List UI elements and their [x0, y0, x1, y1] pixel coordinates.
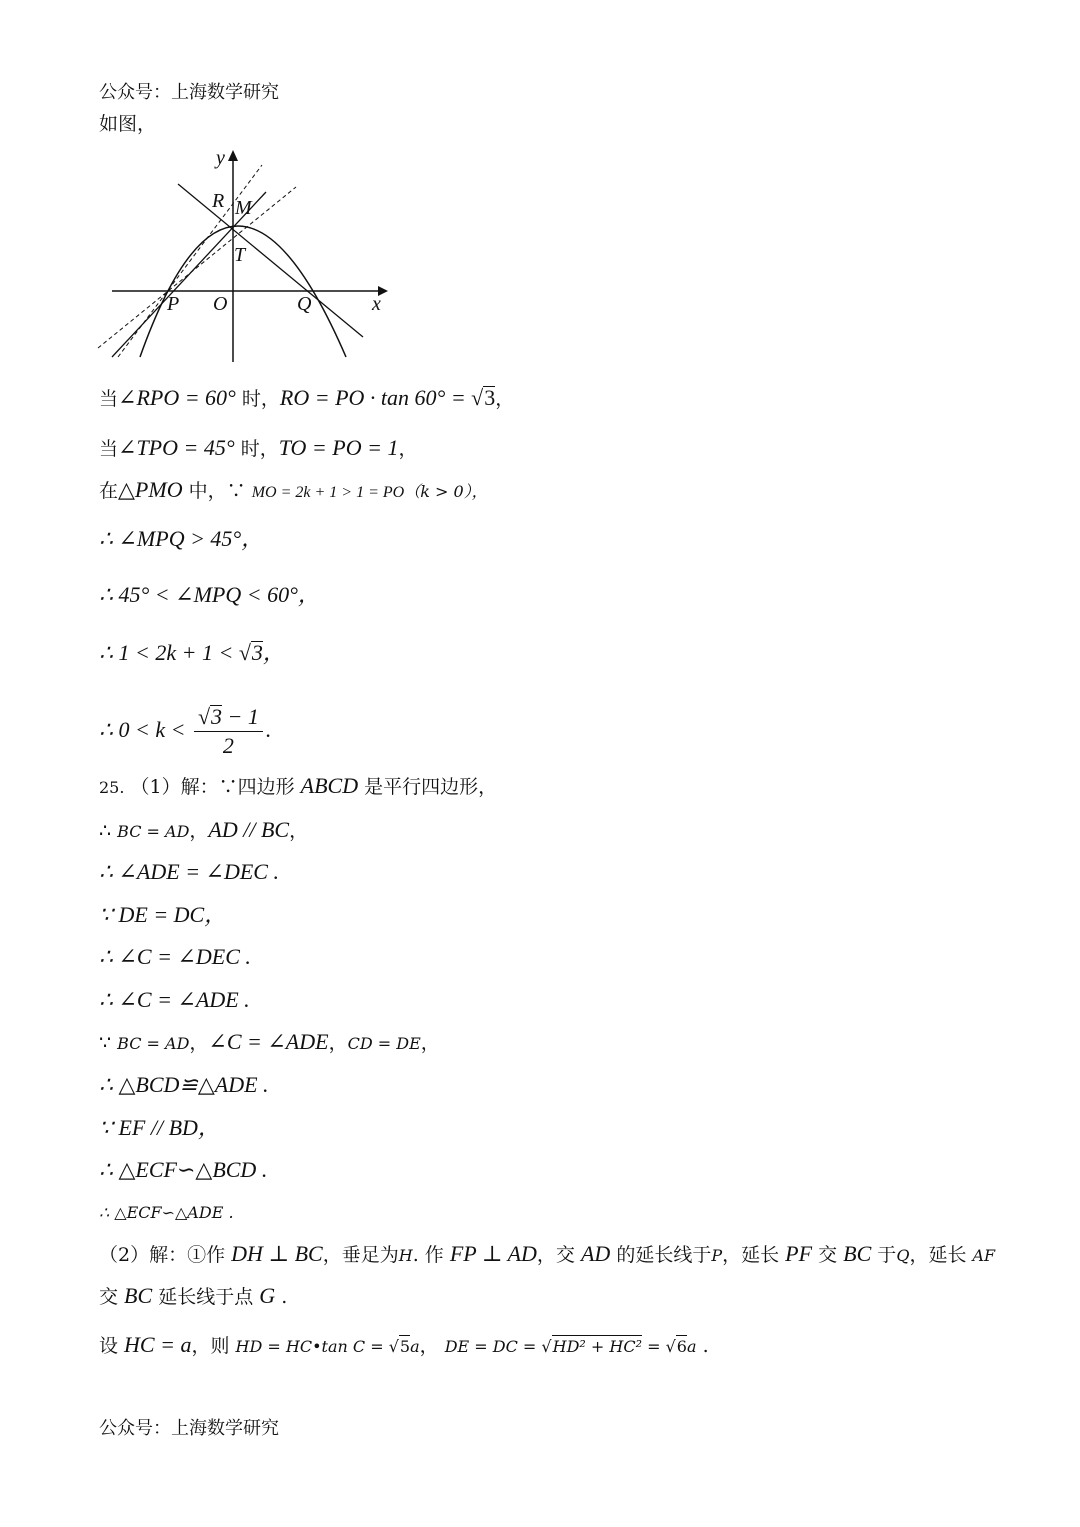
q25-part2-construction: （2）解：①作 DH ⊥ BC，垂足为H. 作 FP ⊥ AD，交 AD 的延长线于P，延长 PF 交 BC 于Q，延长 AF: [99, 1241, 996, 1266]
step-k-range: ∴ 0 < k < $\frac{√3 - 1}{2}$ .: [99, 704, 272, 759]
proof-line-ef-bd: ∵ EF // BD，: [99, 1115, 220, 1140]
label-M: M: [235, 197, 252, 219]
header-watermark-bottom: 公众号：上海数学研究: [99, 1418, 279, 1439]
q25-part2-let-hc: 设 HC = a，则 HD = HC•tan C = √5a， DE = DC = √HD² + HC² = √6a .: [99, 1332, 709, 1357]
proof-line-bc-ad: ∴ BC = AD，AD // BC，: [99, 817, 309, 842]
proof-line-ade-dec: ∴ ∠ADE = ∠DEC .: [99, 859, 279, 884]
label-P: P: [167, 293, 180, 315]
label-O: O: [213, 293, 228, 315]
step-mpq-range: ∴ 45° < ∠MPQ < 60°，: [99, 582, 320, 607]
proof-line-ecf-bcd: ∴ △ECF∽△BCD .: [99, 1157, 268, 1182]
label-R: R: [212, 190, 225, 212]
step-tpo-45: 当∠TPO = 45° 时，TO = PO = 1，: [99, 435, 418, 460]
q25-part2-extension: 交 BC 延长线于点 G .: [99, 1283, 288, 1308]
proof-line-c-dec: ∴ ∠C = ∠DEC .: [99, 944, 251, 969]
label-y: y: [216, 147, 225, 169]
proof-line-congruence-conditions: ∵ BC = AD，∠C = ∠ADE，CD = DE，: [99, 1029, 440, 1054]
label-x: x: [372, 293, 381, 315]
label-Q: Q: [297, 293, 312, 315]
proof-line-c-ade: ∴ ∠C = ∠ADE .: [99, 987, 250, 1012]
step-rpo-60: 当∠RPO = 60° 时，RO = PO · tan 60° = √3，: [99, 385, 515, 410]
proof-line-ecf-ade: ∴ △ECF∽△ADE .: [99, 1203, 234, 1222]
parabola-figure: [95, 145, 400, 370]
intro-text: 如图，: [99, 113, 157, 135]
proof-line-congruent: ∴ △BCD≌△ADE .: [99, 1072, 269, 1097]
proof-line-de-dc: ∵ DE = DC，: [99, 902, 227, 927]
q25-part1-intro: 25. （1）解：∵四边形 ABCD 是平行四边形，: [99, 773, 498, 798]
step-mpq-gt-45: ∴ ∠MPQ > 45°，: [99, 526, 264, 551]
step-triangle-pmo: 在△PMO 中，∵ MO = 2k + 1 > 1 = PO（k > 0），: [99, 477, 488, 502]
step-2k-range: ∴ 1 < 2k + 1 < √3，: [99, 640, 285, 665]
label-T: T: [234, 244, 246, 266]
header-watermark-top: 公众号：上海数学研究: [99, 82, 279, 103]
